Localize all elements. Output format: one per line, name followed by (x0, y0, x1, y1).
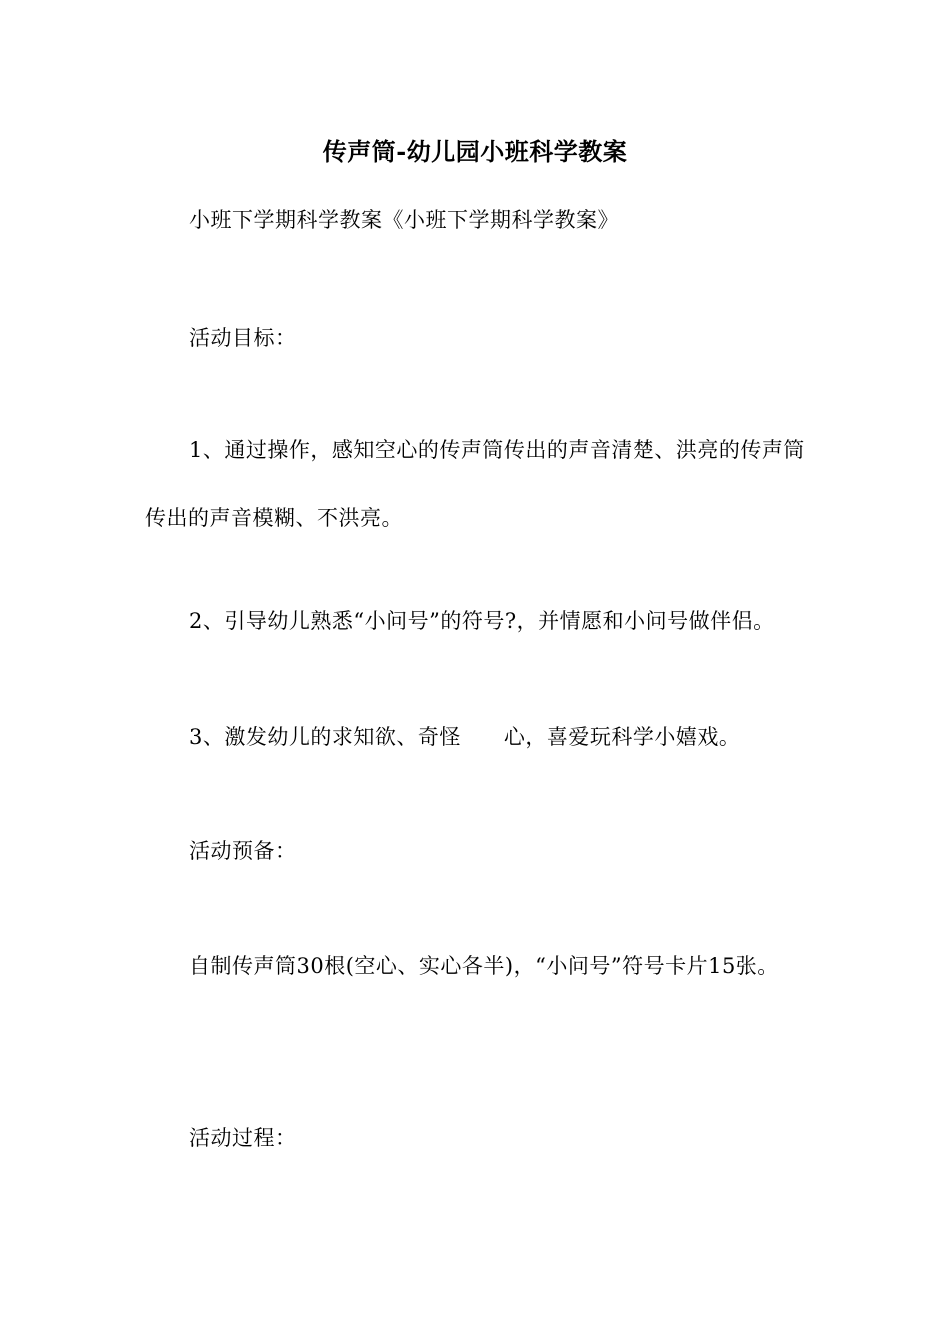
goals-heading: 活动目标： (189, 326, 297, 350)
goal-3-paragraph: 3、激发幼儿的求知欲、奇怪 心，喜爱玩科学小嬉戏。 (189, 725, 741, 749)
goal-1-paragraph: 1、通过操作，感知空心的传声筒传出的声音清楚、洪亮的传声筒传出的声音模糊、不洪亮。 (145, 438, 805, 530)
goal-2-paragraph: 2、引导幼儿熟悉“小问号”的符号?，并情愿和小问号做伴侣。 (189, 609, 775, 633)
subtitle-paragraph: 小班下学期科学教案《小班下学期科学教案》 (189, 208, 619, 232)
document-title: 传声筒-幼儿园小班科学教案 (322, 137, 628, 166)
prep-heading: 活动预备： (189, 839, 297, 863)
process-heading: 活动过程： (189, 1126, 297, 1150)
prep-paragraph: 自制传声筒30根(空心、实心各半)，“小问号”符号卡片15张。 (189, 954, 779, 978)
